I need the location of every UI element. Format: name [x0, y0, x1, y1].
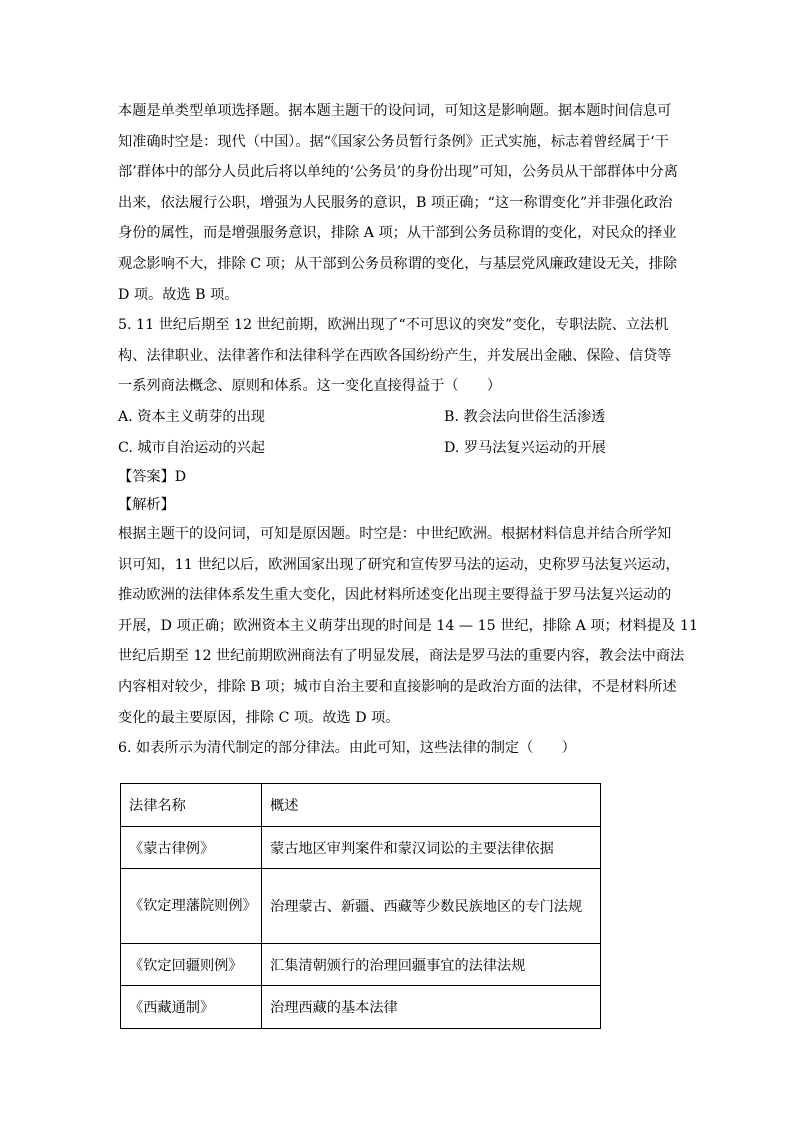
text-line: 内容相对较少，排除 B 项；城市自治主要和直接影响的是政治方面的法律，不是材料所述 [118, 678, 677, 695]
table-cell: 《钦定回疆则例》 [121, 944, 262, 986]
option-c: C. 城市自治运动的兴起 [118, 439, 266, 456]
question-6-stem [118, 733, 674, 764]
page-body [118, 96, 699, 764]
table-row [121, 986, 601, 1029]
text-line: 构、法律职业、法律著作和法律科学在西欧各国纷纷产生，并发展出金融、保险、信贷等 [118, 347, 672, 364]
answer-label: 【答案】D [118, 468, 187, 485]
table-header-cell: 概述 [262, 784, 601, 827]
text-line: 世纪后期至 12 世纪前期欧洲商法有了明显发展，商法是罗马法的重要内容，教会法中商法 [118, 648, 685, 665]
option-d: D. 罗马法复兴运动的开展 [444, 439, 606, 456]
table-header-row [121, 784, 601, 827]
law-table [120, 783, 601, 1029]
text-line: D 项。故选 B 项。 [118, 286, 239, 303]
text-line: 一系列商法概念、原则和体系。这一变化直接得益于（ ） [118, 378, 502, 395]
text-line: 部’群体中的部分人员此后将以单纯的‘公务员’的身份出现”可知，公务员从干部群体中分离 [118, 164, 678, 181]
text-line: 知准确时空是：现代（中国）。据“《国家公务员暂行条例》正式实施，标志着曾经属于‘干 [118, 133, 669, 150]
text-line: 开展，D 项正确；欧洲资本主义萌芽出现的时间是 14 — 15 世纪，排除 A 项；材料提及 11 [118, 617, 699, 634]
text-line: 6. 如表所示为清代制定的部分律法。由此可知，这些法律的制定（ ） [118, 740, 576, 757]
option-b: B. 教会法向世俗生活渗透 [444, 408, 606, 425]
text-line: 观念影响不大，排除 C 项；从干部到公务员称谓的变化，与基层党风廉政建设无关，排除 [118, 255, 678, 272]
table-cell: 《蒙古律例》 [121, 827, 262, 869]
table-header-cell: 法律名称 [121, 784, 262, 827]
table-row [121, 944, 601, 986]
text-line: 根据主题干的设问词，可知是原因题。时空是：中世纪欧洲。根据材料信息并结合所学知 [118, 525, 672, 542]
text-line: 识可知，11 世纪以后，欧洲国家出现了研究和宣传罗马法的运动，史称罗马法复兴运动， [118, 556, 680, 573]
table-cell: 治理蒙古、新疆、西藏等少数民族地区的专门法规 [262, 869, 601, 944]
table-row [121, 827, 601, 869]
analysis-label: 【解析】 [118, 496, 175, 513]
table-cell: 蒙古地区审判案件和蒙汉词讼的主要法律依据 [262, 827, 601, 869]
text-line: 身份的属性，而是增强服务意识，排除 A 项；从干部到公务员称谓的变化，对民众的择业 [118, 225, 677, 242]
table-cell: 治理西藏的基本法律 [262, 986, 601, 1029]
table-cell: 《钦定理藩院则例》 [121, 869, 262, 944]
text-line: 变化的最主要原因，排除 C 项。故选 D 项。 [118, 709, 400, 726]
text-line: 推动欧洲的法律体系发生重大变化，因此材料所述变化出现主要得益于罗马法复兴运动的 [118, 587, 672, 604]
text-line: 5. 11 世纪后期至 12 世纪前期，欧洲出现了“不可思议的突发”变化，专职法院、立法机 [118, 317, 669, 334]
text-line: 本题是单类型单项选择题。据本题主题干的设问词，可知这是影响题。据本题时间信息可 [118, 103, 672, 119]
table-row [121, 869, 601, 944]
table-cell: 《西藏通制》 [121, 986, 262, 1029]
q4-analysis-paragraph [118, 96, 678, 310]
q5-analysis-paragraph [118, 519, 699, 733]
option-a: A. 资本主义萌芽的出现 [118, 408, 265, 425]
question-5-options [118, 402, 674, 463]
text-line: 出来，依法履行公职，增强为人民服务的意识，B 项正确；“这一称谓变化”并非强化政治 [118, 194, 673, 211]
table-cell: 汇集清朝颁行的治理回疆事宜的法律法规 [262, 944, 601, 986]
question-5-stem [118, 310, 674, 402]
